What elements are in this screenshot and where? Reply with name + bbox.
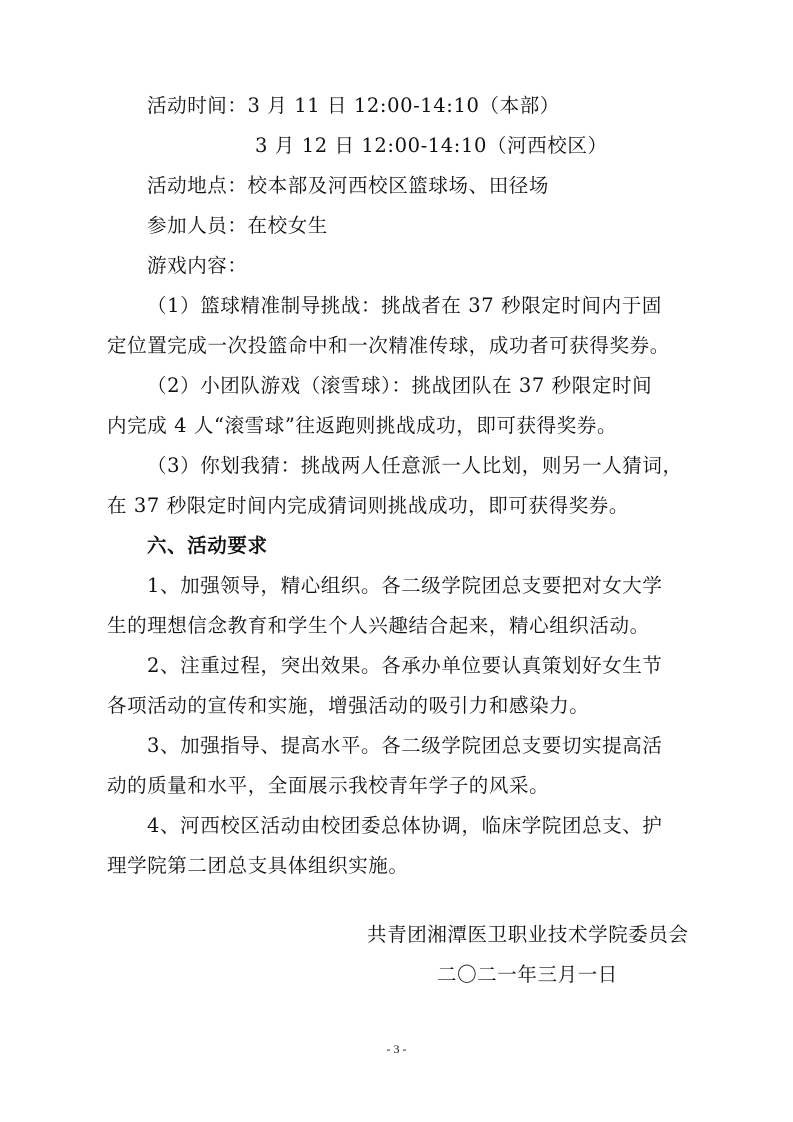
requirement-2-line-2: 各项活动的宣传和实施，增强活动的吸引力和感染力。 <box>107 694 590 717</box>
game-2-line-2: 内完成 4 人“滚雪球”往返跑则挑战成功，即可获得奖券。 <box>107 414 618 437</box>
activity-participants: 参加人员：在校女生 <box>147 214 328 237</box>
signature-date: 二〇二一年三月一日 <box>437 963 618 986</box>
activity-time-line-1: 活动时间：3 月 11 日 12:00-14:10（本部） <box>147 94 560 117</box>
game-3-line-1: （3）你划我猜：挑战两人任意派一人比划，则另一人猜词， <box>147 454 683 477</box>
activity-time-line-2: 3 月 12 日 12:00-14:10（河西校区） <box>255 134 608 157</box>
activity-location: 活动地点：校本部及河西校区篮球场、田径场 <box>147 174 550 197</box>
requirement-1-line-2: 生的理想信念教育和学生个人兴趣结合起来，精心组织活动。 <box>107 614 650 637</box>
requirement-3-line-2: 动的质量和水平，全面展示我校青年学子的风采。 <box>107 774 550 797</box>
requirement-4-line-1: 4、河西校区活动由校团委总体协调，临床学院团总支、护 <box>147 814 663 837</box>
game-1-line-1: （1）篮球精准制导挑战：挑战者在 37 秒限定时间内于固 <box>147 294 662 317</box>
requirement-2-line-1: 2、注重过程，突出效果。各承办单位要认真策划好女生节 <box>147 654 663 677</box>
requirement-4-line-2: 理学院第二团总支具体组织实施。 <box>107 854 409 877</box>
page-number: - 3 - <box>386 1042 407 1056</box>
requirement-3-line-1: 3、加强指导、提高水平。各二级学院团总支要切实提高活 <box>147 734 663 757</box>
game-3-line-2: 在 37 秒限定时间内完成猜词则挑战成功，即可获得奖券。 <box>107 494 630 517</box>
game-1-line-2: 定位置完成一次投篮命中和一次精准传球，成功者可获得奖券。 <box>107 334 670 357</box>
section-heading: 六、活动要求 <box>147 534 268 557</box>
signature-organization: 共青团湘潭医卫职业技术学院委员会 <box>367 923 689 946</box>
game-content-label: 游戏内容： <box>147 254 248 277</box>
requirement-1-line-1: 1、加强领导，精心组织。各二级学院团总支要把对女大学 <box>147 574 663 597</box>
game-2-line-1: （2）小团队游戏（滚雪球）：挑战团队在 37 秒限定时间 <box>147 374 653 397</box>
